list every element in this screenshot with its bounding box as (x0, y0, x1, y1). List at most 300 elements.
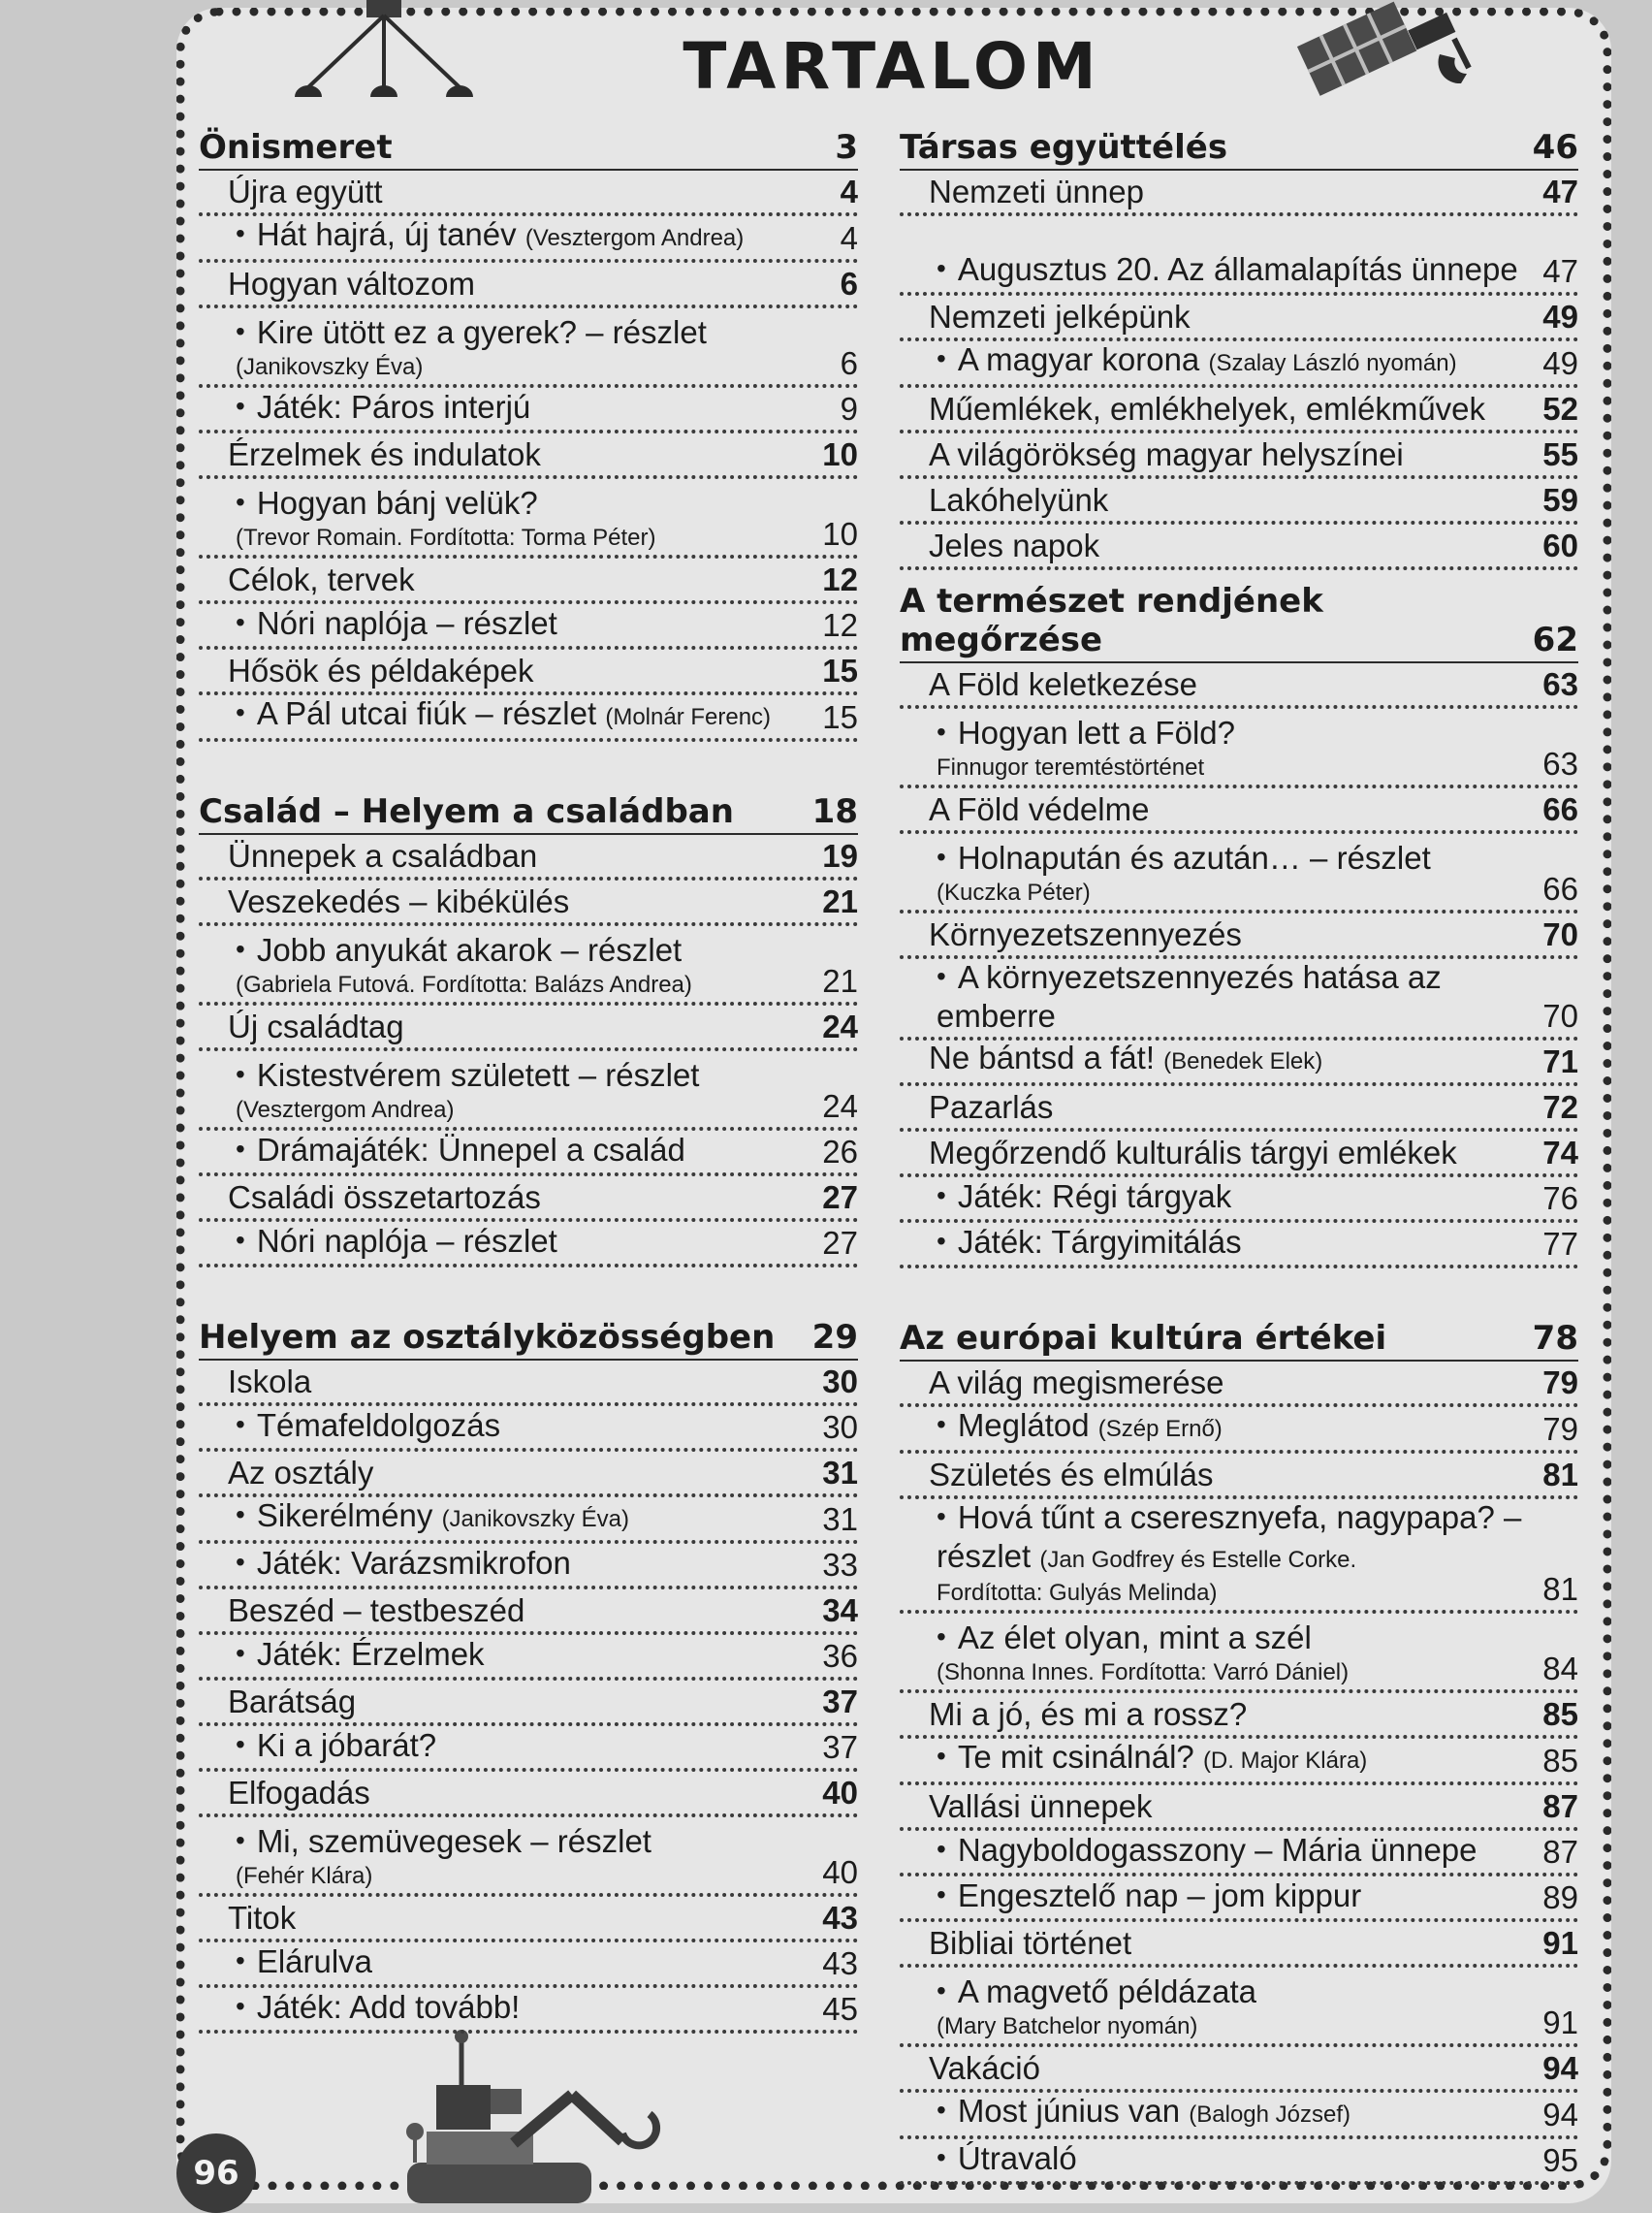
toc-subsection[interactable] (900, 388, 1578, 433)
toc-item[interactable] (900, 1499, 1578, 1614)
toc-section (900, 582, 1578, 1268)
entry-page-number: 72 (1542, 1089, 1578, 1125)
bullet-icon: • (236, 1638, 245, 1668)
entry-note: (Trevor Romain. Fordította: Torma Péter) (236, 525, 656, 551)
entry-text (228, 1684, 814, 1722)
entry-author: (Janikovszky Éva) (441, 1506, 629, 1532)
toc-item[interactable] (199, 926, 858, 1006)
entry-note: Fordította: Gulyás Melinda) (937, 1580, 1218, 1606)
entry-text (929, 1089, 1535, 1128)
entry-text (236, 216, 833, 259)
entry-page-number: 66 (1542, 791, 1578, 827)
entry-title: Ne bántsd a fát! (929, 1040, 1155, 1075)
entry-page-number: 60 (1542, 528, 1578, 563)
section-heading[interactable] (900, 122, 1578, 171)
entry-page-number: 77 (1542, 1226, 1578, 1262)
toc-item[interactable] (199, 479, 858, 559)
toc-subsection[interactable] (900, 1362, 1578, 1407)
entry-page-number: 74 (1542, 1135, 1578, 1171)
section-heading[interactable] (199, 1312, 858, 1361)
entry-page-number: 94 (1542, 2050, 1578, 2086)
toc-item[interactable] (199, 1817, 858, 1897)
entry-page-number: 71 (1542, 1043, 1578, 1079)
toc-item[interactable] (199, 1544, 858, 1589)
bullet-icon: • (236, 1991, 245, 2021)
bullet-icon: • (236, 391, 245, 421)
toc-item[interactable] (199, 216, 858, 263)
entry-page-number: 37 (822, 1729, 858, 1765)
section-title: Helyem az osztályközösségben (199, 1318, 776, 1357)
entry-text (929, 791, 1535, 830)
entry-text (228, 1775, 814, 1813)
toc-item[interactable] (900, 341, 1578, 388)
toc-item[interactable] (199, 388, 858, 433)
entry-title: Hősök és példaképek (228, 653, 534, 689)
entry-title: Nemzeti ünnep (929, 174, 1144, 209)
toc-item[interactable] (900, 1223, 1578, 1268)
entry-page-number: 43 (822, 1945, 858, 1981)
entry-text (929, 1457, 1535, 1495)
entry-note: (Shonna Innes. Fordította: Varró Dániel) (937, 1659, 1350, 1685)
toc-subsection[interactable] (900, 788, 1578, 834)
entry-title: Iskola (228, 1363, 312, 1399)
bullet-icon: • (236, 1225, 245, 1255)
bullet-icon: • (937, 1226, 946, 1256)
toc-item[interactable] (199, 1497, 858, 1544)
entry-page-number: 4 (840, 220, 858, 256)
entry-text (236, 1223, 814, 1264)
bullet-icon: • (236, 1547, 245, 1577)
entry-title: Jeles napok (929, 528, 1100, 563)
toc-subsection[interactable] (900, 1132, 1578, 1177)
entry-page-number: 79 (1542, 1411, 1578, 1447)
entry-title: Útravaló (957, 2140, 1077, 2176)
entry-page-number: 12 (822, 607, 858, 643)
entry-page-number: 37 (822, 1684, 858, 1719)
toc-subsection[interactable] (900, 1693, 1578, 1739)
toc-subsection[interactable] (900, 1922, 1578, 1968)
section-title: Család – Helyem a családban (199, 792, 734, 831)
toc-section (900, 122, 1578, 570)
entry-title: A világ megismerése (929, 1364, 1224, 1400)
toc-subsection[interactable] (199, 171, 858, 216)
entry-text (929, 482, 1535, 521)
entry-text (937, 1973, 1535, 2043)
entry-title: Mi, szemüvegesek – részlet (256, 1823, 651, 1859)
entry-title: A magvető példázata (957, 1973, 1257, 2009)
entry-title: Újra együtt (228, 174, 383, 209)
entry-text (228, 1592, 814, 1631)
entry-page-number: 63 (1542, 746, 1578, 782)
toc-subsection[interactable] (900, 1785, 1578, 1831)
bullet-icon: • (937, 1741, 946, 1771)
section-heading[interactable] (199, 786, 858, 835)
toc-subsection[interactable] (199, 881, 858, 926)
entry-title: A környezetszennyezés hatása az emberre (937, 959, 1442, 1034)
toc-item[interactable] (199, 1635, 858, 1681)
entry-text (937, 1620, 1535, 1689)
section-heading[interactable] (900, 1313, 1578, 1362)
entry-text (937, 1178, 1535, 1219)
toc-subsection[interactable] (900, 171, 1578, 216)
bullet-icon: • (937, 1975, 946, 2005)
entry-title: A világörökség magyar helyszínei (929, 436, 1404, 472)
entry-text (929, 666, 1535, 705)
entry-text (228, 1455, 814, 1493)
entry-page-number: 31 (822, 1501, 858, 1537)
entry-text (236, 389, 833, 430)
entry-title: Környezetszennyezés (929, 916, 1242, 952)
toc-right-column (900, 122, 1578, 2185)
toc-item[interactable] (900, 834, 1578, 914)
page-title: TARTALOM (683, 29, 1101, 104)
entry-note: (Janikovszky Éva) (236, 354, 424, 380)
toc-subsection[interactable] (199, 1176, 858, 1222)
entry-page-number: 70 (1542, 998, 1578, 1034)
section-page-number: 78 (1532, 1319, 1578, 1358)
entry-text (228, 174, 833, 212)
satellite-illustration (1294, 0, 1508, 107)
section-page-number: 46 (1532, 128, 1578, 167)
entry-page-number: 4 (840, 174, 858, 209)
section-page-number: 29 (811, 1318, 858, 1357)
entry-title: Célok, tervek (228, 561, 415, 597)
section-page-number: 62 (1532, 621, 1578, 659)
bullet-icon: • (236, 934, 245, 964)
toc-subsection[interactable] (199, 1897, 858, 1942)
entry-title: Megőrzendő kulturális tárgyi emlékek (929, 1135, 1457, 1171)
toc-item[interactable] (199, 1131, 858, 1176)
entry-page-number: 9 (840, 391, 858, 427)
toc-subsection[interactable] (900, 914, 1578, 959)
entry-text (929, 528, 1535, 566)
toc-subsection[interactable] (900, 2047, 1578, 2093)
entry-page-number: 91 (1542, 1925, 1578, 1961)
toc-subsection[interactable] (199, 835, 858, 881)
entry-text (228, 266, 833, 305)
entry-title: Titok (228, 1900, 297, 1936)
toc-item[interactable] (199, 308, 858, 388)
toc-item[interactable] (199, 1222, 858, 1267)
entry-page-number: 89 (1542, 1879, 1578, 1915)
entry-title: Lakóhelyünk (929, 482, 1109, 518)
bullet-icon: • (937, 343, 946, 373)
toc-subsection[interactable] (199, 559, 858, 604)
entry-page-number: 34 (822, 1592, 858, 1628)
toc-subsection[interactable] (900, 433, 1578, 479)
entry-title: Veszekedés – kibékülés (228, 883, 570, 919)
toc-item[interactable] (900, 1876, 1578, 1922)
toc-item[interactable] (900, 1739, 1578, 1785)
entry-title: Jobb anyukát akarok – részlet (256, 932, 683, 968)
entry-text (236, 605, 814, 646)
entry-author: (D. Major Klára) (1202, 1748, 1368, 1774)
entry-text (228, 838, 814, 877)
entry-page-number: 85 (1542, 1696, 1578, 1732)
entry-title: Kistestvérem született – részlet (256, 1057, 700, 1093)
page-number-badge: 96 (176, 2133, 256, 2213)
toc-subsection[interactable] (199, 1681, 858, 1726)
entry-page-number: 66 (1542, 871, 1578, 907)
entry-note: (Vesztergom Andrea) (236, 1097, 455, 1123)
entry-text (937, 715, 1535, 785)
entry-author: (Jan Godfrey és Estelle Corke. (1039, 1547, 1357, 1573)
entry-title: A Föld keletkezése (929, 666, 1197, 702)
entry-author: (Vesztergom Andrea) (524, 225, 745, 251)
toc-item[interactable] (900, 1177, 1578, 1223)
section-title: Az európai kultúra értékei (900, 1319, 1387, 1358)
entry-text (236, 1727, 814, 1768)
entry-text (937, 2093, 1535, 2135)
entry-page-number: 63 (1542, 666, 1578, 702)
entry-title: Holnapután és azután… – részlet (957, 840, 1431, 876)
entry-page-number: 47 (1542, 253, 1578, 289)
toc-subsection[interactable] (199, 263, 858, 308)
entry-author: (Balogh József) (1189, 2101, 1351, 2128)
toc-subsection[interactable] (199, 1452, 858, 1497)
entry-page-number: 49 (1542, 345, 1578, 381)
toc-item[interactable] (199, 1726, 858, 1772)
section-gap (900, 1268, 1578, 1313)
toc-item[interactable] (199, 1051, 858, 1131)
entry-author: (Benedek Elek) (1163, 1048, 1323, 1074)
entry-text (236, 485, 814, 555)
entry-text (937, 840, 1535, 910)
entry-text (937, 1224, 1535, 1265)
bullet-icon: • (236, 1945, 245, 1975)
entry-text (929, 299, 1535, 337)
toc-section (900, 1313, 1578, 2185)
entry-text (929, 174, 1535, 212)
entry-text (937, 341, 1535, 384)
entry-page-number: 30 (822, 1363, 858, 1399)
toc-section (199, 122, 858, 742)
entry-page-number: 91 (1542, 2005, 1578, 2040)
entry-text (937, 1499, 1535, 1610)
entry-text (228, 1900, 814, 1939)
bullet-icon: • (937, 1834, 946, 1864)
entry-page-number: 47 (1542, 174, 1578, 209)
entry-title: Érzelmek és indulatok (228, 436, 541, 472)
entry-title: Hová tűnt a cseresznyefa, nagypapa? – részlet (937, 1499, 1522, 1574)
entry-title: Az élet olyan, mint a szél (957, 1620, 1312, 1655)
entry-text (228, 1009, 814, 1047)
entry-title: Nóri naplója – részlet (256, 605, 557, 641)
entry-text (236, 1497, 814, 1540)
toc-item[interactable] (900, 1968, 1578, 2047)
toc-item[interactable] (199, 1406, 858, 1452)
toc-subsection[interactable] (199, 433, 858, 479)
entry-text (236, 1132, 814, 1172)
entry-text (929, 916, 1535, 955)
bullet-icon: • (937, 961, 946, 991)
bullet-icon: • (236, 316, 245, 346)
entry-title: Engesztelő nap – jom kippur (957, 1877, 1362, 1913)
entry-page-number: 30 (822, 1409, 858, 1445)
entry-page-number: 12 (822, 561, 858, 597)
entry-text (937, 1877, 1535, 1918)
entry-title: Meglátod (957, 1407, 1090, 1443)
entry-note: (Mary Batchelor nyomán) (937, 2013, 1198, 2039)
entry-page-number: 76 (1542, 1180, 1578, 1216)
entry-page-number: 95 (1542, 2142, 1578, 2178)
section-page-number: 3 (835, 128, 858, 167)
section-title: A természet rendjének megőrzése (900, 582, 1323, 659)
bullet-icon: • (937, 1180, 946, 1210)
entry-title: Új családtag (228, 1009, 404, 1044)
entry-page-number: 70 (1542, 916, 1578, 952)
entry-text (937, 251, 1535, 292)
toc-section (199, 1312, 858, 2034)
toc-subsection[interactable] (199, 1361, 858, 1406)
entry-text (929, 436, 1535, 475)
entry-text (236, 1823, 814, 1893)
bullet-icon: • (937, 2095, 946, 2125)
robot-illustration (368, 2027, 698, 2203)
entry-page-number: 45 (822, 1991, 858, 2027)
entry-text (929, 1135, 1535, 1173)
entry-title: A Pál utcai fiúk – részlet (256, 695, 597, 731)
entry-page-number: 27 (822, 1179, 858, 1215)
toc-item[interactable] (199, 1942, 858, 1988)
toc-item[interactable] (900, 2139, 1578, 2185)
entry-title: Témafeldolgozás (256, 1407, 501, 1443)
entry-page-number: 81 (1542, 1457, 1578, 1492)
toc-subsection[interactable] (199, 1589, 858, 1635)
entry-note: (Kuczka Péter) (937, 880, 1091, 906)
bullet-icon: • (236, 697, 245, 727)
entry-page-number: 10 (822, 436, 858, 472)
entry-title: Most június van (957, 2093, 1181, 2129)
entry-page-number: 10 (822, 516, 858, 552)
toc-subsection[interactable] (900, 296, 1578, 341)
entry-text (228, 436, 814, 475)
entry-title: Nagyboldogasszony – Mária ünnepe (957, 1832, 1477, 1868)
entry-title: Az osztály (228, 1455, 374, 1491)
entry-page-number: 85 (1542, 1743, 1578, 1779)
toc-subsection[interactable] (900, 1086, 1578, 1132)
entry-title: Bibliai történet (929, 1925, 1132, 1961)
bullet-icon: • (937, 842, 946, 872)
toc-item[interactable] (900, 709, 1578, 788)
entry-title: Vallási ünnepek (929, 1788, 1153, 1824)
entry-title: Nóri naplója – részlet (256, 1223, 557, 1259)
entry-text (929, 1696, 1535, 1735)
toc-subsection[interactable] (900, 525, 1578, 570)
toc-left-column (199, 122, 858, 2034)
toc-item[interactable] (900, 959, 1578, 1041)
entry-title: Te mit csinálnál? (957, 1739, 1194, 1775)
toc-item[interactable] (900, 1831, 1578, 1876)
toc-subsection[interactable] (199, 650, 858, 695)
toc-subsection[interactable] (900, 1454, 1578, 1499)
section-heading[interactable] (900, 582, 1578, 663)
entry-text (236, 1407, 814, 1448)
toc-item[interactable] (900, 2093, 1578, 2139)
entry-page-number: 55 (1542, 436, 1578, 472)
entry-page-number: 36 (822, 1638, 858, 1674)
bullet-icon: • (236, 1409, 245, 1439)
entry-page-number: 52 (1542, 391, 1578, 427)
entry-text (929, 1364, 1535, 1403)
entry-text (228, 653, 814, 691)
section-title: Önismeret (199, 128, 393, 167)
section-title: Társas együttélés (900, 128, 1228, 167)
entry-title: Születés és elmúlás (929, 1457, 1214, 1492)
toc-item[interactable] (199, 604, 858, 650)
entry-text (236, 1943, 814, 1984)
toc-item[interactable] (900, 1614, 1578, 1693)
entry-text (937, 959, 1535, 1037)
bullet-icon: • (236, 487, 245, 517)
entry-page-number: 87 (1542, 1788, 1578, 1824)
entry-page-number: 15 (822, 699, 858, 735)
toc-subsection[interactable] (199, 1772, 858, 1817)
entry-title: Játék: Érzelmek (256, 1636, 485, 1672)
entry-title: Hogyan lett a Föld? (957, 715, 1235, 751)
bullet-icon: • (937, 1879, 946, 1909)
entry-page-number: 94 (1542, 2097, 1578, 2133)
entry-text (228, 1179, 814, 1218)
bullet-icon: • (236, 1499, 245, 1529)
entry-title: Barátság (228, 1684, 357, 1719)
entry-title: Pazarlás (929, 1089, 1054, 1125)
entry-title: Vakáció (929, 2050, 1040, 2086)
entry-title: Játék: Páros interjú (256, 389, 531, 425)
entry-note: (Fehér Klára) (236, 1863, 373, 1889)
entry-page-number: 21 (822, 963, 858, 999)
entry-text (929, 1925, 1535, 1964)
toc-item[interactable] (900, 216, 1578, 296)
entry-title: Beszéd – testbeszéd (228, 1592, 525, 1628)
entry-text (937, 1739, 1535, 1781)
entry-text (228, 561, 814, 600)
toc-subsection[interactable] (900, 1041, 1578, 1086)
entry-page-number: 24 (822, 1009, 858, 1044)
toc-item[interactable] (199, 695, 858, 742)
bullet-icon: • (937, 2142, 946, 2172)
entry-note: Finnugor teremtéstörténet (937, 754, 1205, 781)
entry-title: A magyar korona (957, 341, 1200, 377)
entry-page-number: 79 (1542, 1364, 1578, 1400)
toc-subsection[interactable] (900, 479, 1578, 525)
section-gap (199, 1267, 858, 1312)
entry-page-number: 27 (822, 1225, 858, 1261)
bullet-icon: • (236, 607, 245, 637)
entry-title: Hát hajrá, új tanév (256, 216, 517, 252)
toc-item[interactable] (900, 1407, 1578, 1454)
bullet-icon: • (937, 1501, 946, 1531)
bullet-icon: • (236, 1825, 245, 1855)
toc-item[interactable] (199, 1988, 858, 2034)
entry-text (228, 883, 814, 922)
entry-page-number: 81 (1542, 1571, 1578, 1607)
entry-title: Családi összetartozás (228, 1179, 541, 1215)
section-heading[interactable] (199, 122, 858, 171)
entry-title: Kire ütött ez a gyerek? – részlet (256, 314, 707, 350)
entry-page-number: 40 (822, 1854, 858, 1890)
entry-page-number: 26 (822, 1134, 858, 1170)
entry-author: (Szalay László nyomán) (1208, 350, 1457, 376)
bullet-icon: • (937, 253, 946, 283)
toc-subsection[interactable] (199, 1006, 858, 1051)
entry-text (929, 1040, 1535, 1082)
entry-text (929, 391, 1535, 430)
entry-page-number: 49 (1542, 299, 1578, 335)
bullet-icon: • (236, 1729, 245, 1759)
entry-page-number: 31 (822, 1455, 858, 1491)
toc-subsection[interactable] (900, 663, 1578, 709)
